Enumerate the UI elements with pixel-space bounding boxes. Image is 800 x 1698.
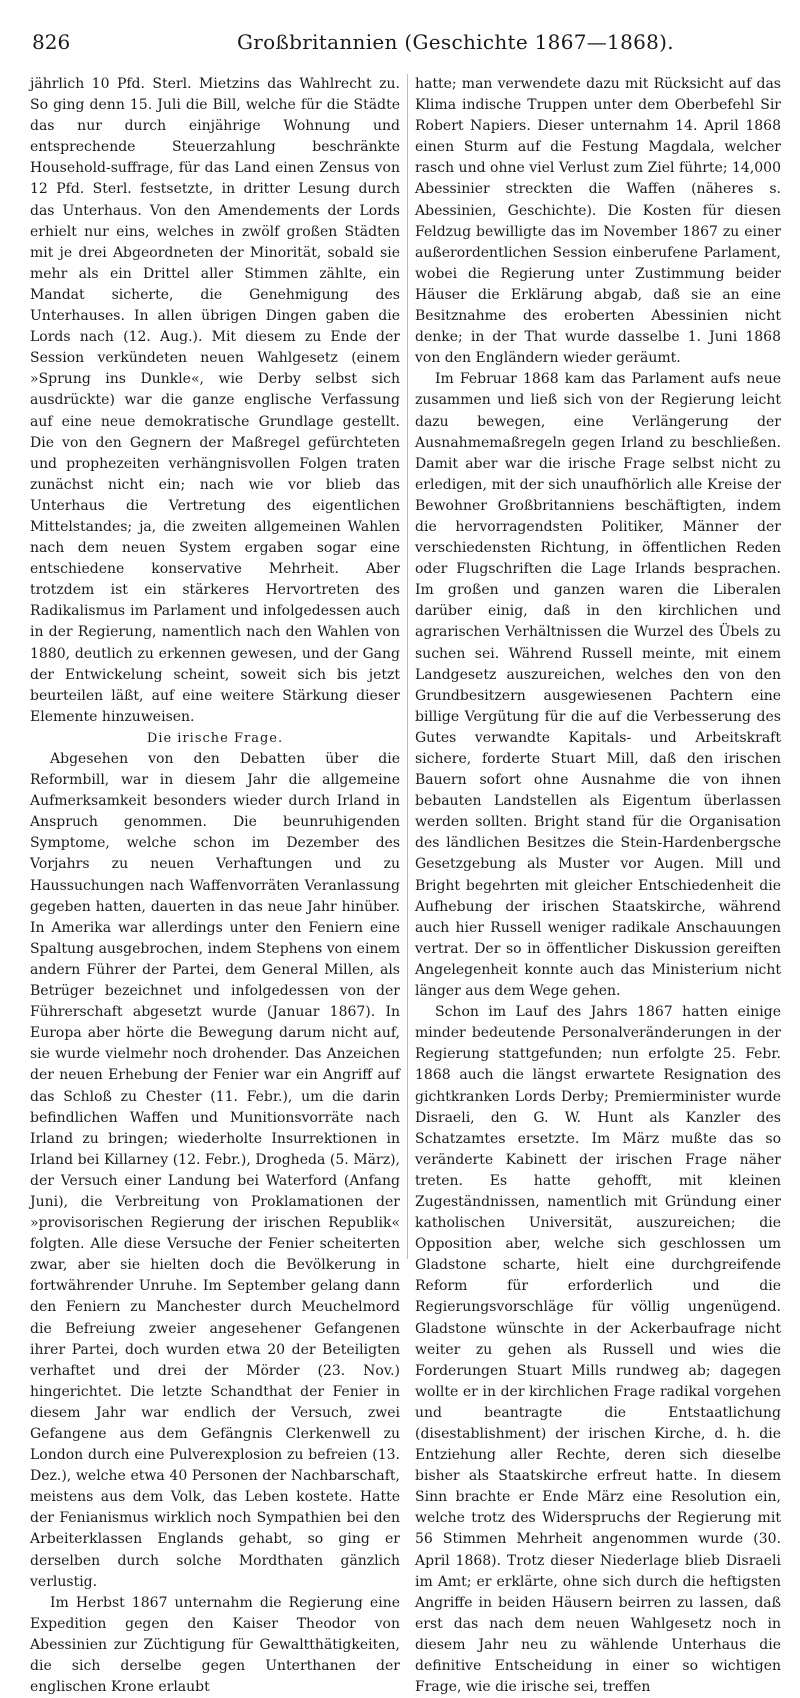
paragraph: hatte; man verwendete dazu mit Rücksicht auf das Klima indische Truppen unter dem Oberbefehl Sir Robert Napiers. Dieser unternahm 14. April 1868 einen Sturm auf die Festung Magdala, welcher rasch und ohne viel Verlust zum Ziel führte; 14,000 Abessinier streckten die Waffen (näheres s. Abessinien, Geschichte). Die Kosten für diesen Feldzug bewilligte das im November 1867 zu einer außerordentlichen Session einberufene Parlament, wobei die Regierung unter Zustimmung beider Häuser die Erklärung abgab, daß sie an eine Besitznahme des eroberten Abessinien nicht denke; in der That wurde dasselbe 1. Juni 1868 von den Engländern wieder geräumt. [415, 76, 781, 367]
section-subheading: Die irische Frage. [146, 730, 284, 746]
right-column [415, 74, 781, 1698]
left-column [30, 74, 400, 1698]
page-number: 826 [32, 30, 71, 54]
paragraph: Abgesehen von den Debatten über die Reformbill, war in diesem Jahr die allgemeine Aufmerksamkeit besonders wieder durch Irland in Anspruch genommen. Die beunruhigenden Symptome, welche schon im Dezember des Vorjahrs zu neuen Verhaftungen und zu Haussuchungen nach Waffenvorräten Veranlassung gegeben hatten, dauerten in das neue Jahr hinüber. In Amerika war allerdings unter den Feniern eine Spaltung ausgebrochen, indem Stephens von einem andern Führer der Partei, dem General Millen, als Betrüger bezeichnet und infolgedessen von der Führerschaft abgesetzt wurde (Januar 1867). In Europa aber hörte die Bewegung darum nicht auf, sie wurde vielmehr noch drohender. Das Anzeichen der neuen Erhebung der Fenier war ein Angriff auf das Schloß zu Chester (11. Febr.), um die darin befindlichen Waffen und Munitionsvorräte nach Irland zu bringen; wiederholte Insurrektionen in Irland bei Killarney (12. Febr.), Drogheda (5. März), der Versuch einer Landung bei Waterford (Anfang Juni), die Verbreitung von Proklamationen der »provisorischen Regierung der irischen Republik« folgten. Alle diese Versuche der Fenier scheiterten zwar, aber sie hielten doch die Bevölkerung in fortwährender Unruhe. Im September gelang dann den Feniern zu Manchester durch Meuchelmord die Befreiung zweier angesehener Gefangenen ihrer Partei, doch wurden etwa 20 der Beteiligten verhaftet und drei der Mörder (23. Nov.) hingerichtet. Die letzte Schandthat der Fenier in diesem Jahr war endlich der Versuch, zwei Gefangene aus dem Gefängnis Clerkenwell zu London durch eine Pulverexplosion zu befreien (13. Dez.), welche etwa 40 Personen der Nachbarschaft, meistens aus dem Volk, das Leben kostete. Hatte der Fenianismus wirklich noch Sympathien bei den Arbeiterklassen Englands gehabt, so ging er derselben durch solche Mordthaten gänzlich verlustig. [30, 751, 400, 1590]
column-divider [407, 74, 408, 1259]
paragraph: Schon im Lauf des Jahrs 1867 hatten einige minder bedeutende Personalveränderungen in der Regierung stattgefunden; nun erfolgte 25. Febr. 1868 auch die längst erwartete Resignation des gichtkranken Lords Derby; Premierminister wurde Disraeli, den G. W. Hunt als Kanzler des Schatzamtes ersetzte. Im März mußte das so veränderte Kabinett der irischen Frage näher treten. Es hatte gehofft, mit kleinen Zugeständnissen, namentlich mit Gründung einer katholischen Universität, auszureichen; die Opposition aber, welche sich geschlossen um Gladstone scharte, hielt eine durchgreifende Reform für erforderlich und die Regierungsvorschläge für völlig ungenügend. Gladstone wünschte in der Ackerbaufrage nicht weiter zu gehen als Russell und wies die Forderungen Stuart Mills rundweg ab; dagegen wollte er in der kirchlichen Frage radikal vorgehen und beantragte die Entstaatlichung (disestablishment) der irischen Kirche, d. h. die Entziehung aller Rechte, deren sich dieselbe bisher als Staatskirche erfreut hatte. In diesem Sinn brachte er Ende März eine Resolution ein, welche trotz des Widerspruchs der Regierung mit 56 Stimmen Mehrheit angenommen wurde (30. April 1868). Trotz dieser Niederlage blieb Disraeli im Amt; er erklärte, ohne sich durch die heftigsten Angriffe in beiden Häusern beirren zu lassen, daß erst das nach dem neuen Wahlgesetz noch in diesem Jahr neu zu wählende Unterhaus die definitive Entscheidung in einer so wichtigen Frage, wie die irische sei, treffen [415, 1004, 781, 1696]
paragraph: Im Februar 1868 kam das Parlament aufs neue zusammen und ließ sich von der Regierung leicht dazu bewegen, eine Verlängerung der Ausnahmemaßregeln gegen Irland zu beschließen. Damit aber war die irische Frage selbst nicht zu erledigen, mit der sich unaufhörlich alle Kreise der Bewohner Großbritanniens beschäftigten, indem die hervorragendsten Politiker, Männer der verschiedensten Richtung, in öffentlichen Reden oder Flugschriften die Lage Irlands besprachen. Im großen und ganzen waren die Liberalen darüber einig, daß in den kirchlichen und agrarischen Verhältnissen die Wurzel des Übels zu suchen sei. Während Russell meinte, mit einem Landgesetz auszureichen, welches den von den Grundbesitzern ausgewiesenen Pachtern eine billige Vergütung für die auf die Verbesserung des Gutes verwandte Kapitals- und Arbeitskraft sichere, forderte Stuart Mill, daß den irischen Bauern sofort ohne Ausnahme die von ihnen bebauten Landstellen als Eigentum überlassen werden sollten. Bright stand für die Organisation des ländlichen Besitzes die Stein-Hardenbergsche Gesetzgebung als Muster vor Augen. Mill und Bright begehrten mit gleicher Entschiedenheit die Aufhebung der irischen Staatskirche, während auch hier Russell weniger radikale Anschauungen vertrat. Der so in öffentlicher Diskussion gereiften Angelegenheit konnte auch das Ministerium nicht länger aus dem Wege gehen. [415, 371, 781, 1000]
running-head: Großbritannien (Geschichte 1867—1868). [237, 30, 674, 54]
page-header [32, 30, 792, 60]
paragraph: jährlich 10 Pfd. Sterl. Mietzins das Wahlrecht zu. So ging denn 15. Juli die Bill, welche für die Städte das nur durch einjährige Wohnung und entsprechende Steuerzahlung beschränkte Household-suffrage, für das Land einen Zensus von 12 Pfd. Sterl. festsetzte, in dritter Lesung durch das Unterhaus. Von den Amendements der Lords erhielt nur eins, welches in zwölf großen Städten mit je drei Abgeordneten der Minorität, sobald sie mehr als ein Drittel aller Stimmen zählte, ein Mandat sicherte, die Genehmigung des Unterhauses. In allen übrigen Dingen gaben die Lords nach (12. Aug.). Mit diesem zu Ende der Session verkündeten neuen Wahlgesetz (einem »Sprung ins Dunkle«, wie Derby selbst sich ausdrückte) war die ganze englische Verfassung auf eine neue demokratische Grundlage gestellt. Die von den Gegnern der Maßregel gefürchteten und prophezeiten verhängnisvollen Folgen traten zunächst nicht ein; nach wie vor blieb das Unterhaus die Vertretung des eigentlichen Mittelstandes; ja, die zweiten allgemeinen Wahlen nach dem neuen System ergaben sogar eine entschiedene konservative Mehrheit. Aber trotzdem ist ein stärkeres Hervortreten des Radikalismus im Parlament und infolgedessen auch in der Regierung, namentlich nach den Wahlen von 1880, deutlich zu erkennen gewesen, und der Gang der Entwickelung scheint, soweit sich bis jetzt beurteilen läßt, auf eine weitere Stärkung dieser Elemente hinzuweisen. [30, 76, 400, 725]
paragraph: Im Herbst 1867 unternahm die Regierung eine Expedition gegen den Kaiser Theodor von Abessinien zur Züchtigung für Gewaltthätigkeiten, die sich derselbe gegen Unterthanen der englischen Krone erlaubt [30, 1594, 400, 1696]
